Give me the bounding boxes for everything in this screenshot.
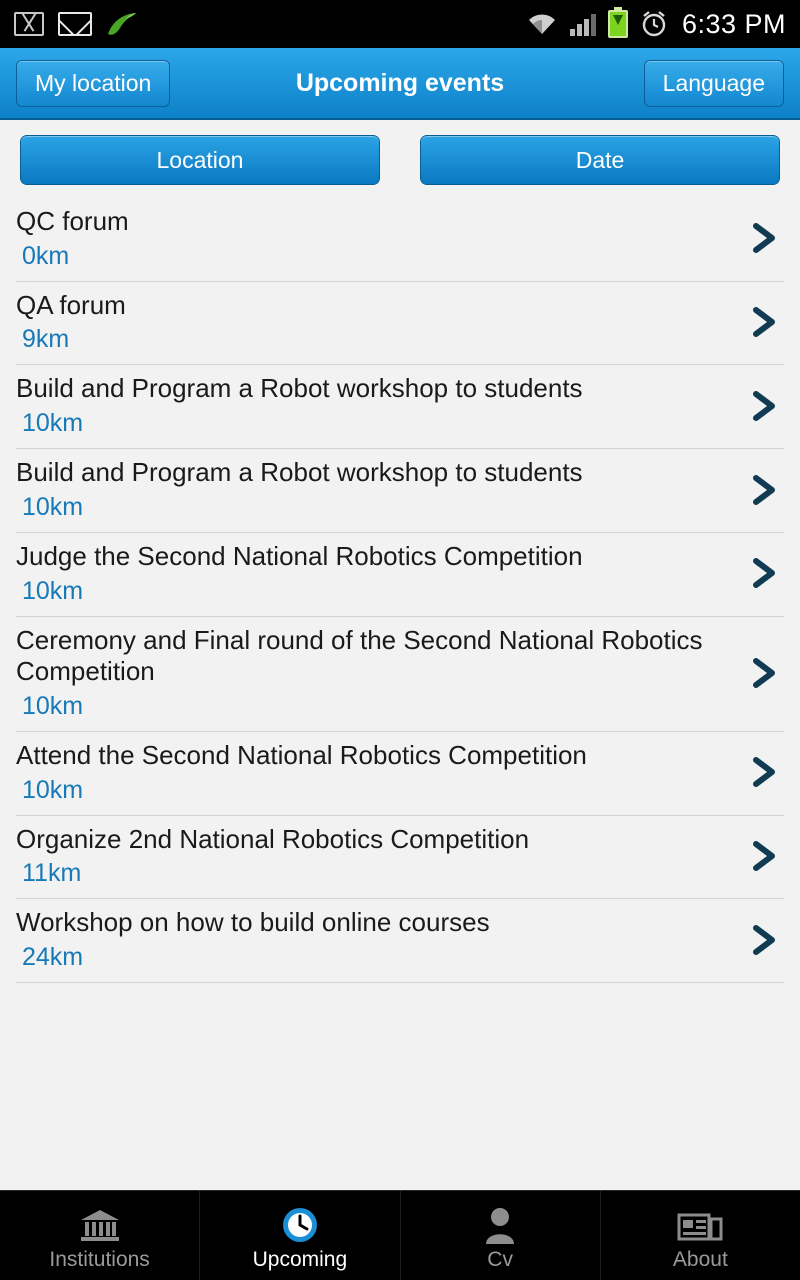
chevron-right-icon[interactable] [744, 553, 784, 593]
wifi-icon [526, 12, 558, 36]
my-location-button[interactable]: My location [16, 60, 170, 107]
event-distance: 10km [22, 692, 84, 721]
list-item-text [16, 907, 744, 972]
chevron-right-icon[interactable] [744, 470, 784, 510]
list-item-text [16, 740, 744, 805]
title-bar [0, 48, 800, 120]
event-title: Ceremony and Final round of the Second National Robotics Competition [16, 624, 703, 687]
battery-charging-icon [608, 10, 628, 38]
status-bar [0, 0, 800, 48]
event-title: Judge the Second National Robotics Competition [16, 540, 583, 571]
event-title: Build and Program a Robot workshop to students [16, 457, 583, 488]
event-distance: 24km [22, 943, 84, 972]
event-title: Organize 2nd National Robotics Competition [16, 823, 530, 854]
signal-icon [570, 12, 596, 36]
person-icon [483, 1205, 517, 1245]
event-title: QC forum [16, 206, 129, 236]
tab-cv[interactable] [401, 1191, 601, 1280]
filter-bar [0, 120, 800, 198]
list-item-text [16, 625, 744, 721]
list-item[interactable] [16, 533, 784, 617]
event-distance: 0km [22, 241, 70, 270]
event-distance: 9km [22, 325, 70, 354]
event-title: Attend the Second National Robotics Competition [16, 740, 587, 771]
status-clock: 6:33 PM [681, 8, 786, 39]
chevron-right-icon[interactable] [744, 653, 784, 693]
event-distance: 10km [22, 409, 84, 438]
list-item-text [16, 824, 744, 889]
news-icon [677, 1205, 723, 1245]
list-item[interactable] [16, 282, 784, 366]
bank-icon [78, 1205, 122, 1245]
list-item-text [16, 457, 744, 522]
chevron-right-icon[interactable] [744, 920, 784, 960]
chevron-right-icon[interactable] [744, 752, 784, 792]
list-item[interactable] [16, 816, 784, 900]
list-item-text [16, 373, 744, 438]
event-distance: 11km [22, 859, 82, 888]
list-item[interactable] [16, 365, 784, 449]
event-title: Build and Program a Robot workshop to students [16, 373, 583, 404]
tab-upcoming[interactable] [200, 1191, 400, 1280]
events-list[interactable] [0, 198, 800, 1190]
list-item[interactable] [16, 899, 784, 983]
list-item-text [16, 541, 744, 606]
status-bar-left-icons [14, 10, 140, 38]
tab-label: Cv [487, 1248, 513, 1271]
event-title: QA forum [16, 289, 126, 320]
tab-label: Institutions [49, 1248, 150, 1271]
list-item[interactable] [16, 732, 784, 816]
chevron-right-icon[interactable] [744, 302, 784, 342]
sort-by-date-button[interactable]: Date [420, 135, 780, 185]
tab-about[interactable] [601, 1191, 800, 1280]
alarm-icon [640, 10, 668, 38]
gmail-icon [14, 12, 44, 36]
envelope-icon [58, 12, 92, 36]
list-item-text [16, 290, 744, 355]
sort-by-location-button[interactable]: Location [20, 135, 380, 185]
list-item[interactable] [16, 198, 784, 282]
tab-institutions[interactable] [0, 1191, 200, 1280]
event-distance: 10km [22, 492, 84, 521]
event-title: Workshop on how to build online courses [16, 907, 490, 938]
language-button[interactable]: Language [644, 60, 784, 107]
list-item-text [16, 206, 744, 271]
dolphin-browser-icon [106, 10, 140, 38]
tab-label: Upcoming [252, 1248, 348, 1271]
bottom-tab-bar [0, 1190, 800, 1280]
event-distance: 10km [22, 576, 84, 605]
clock-icon [278, 1205, 322, 1245]
chevron-right-icon[interactable] [744, 386, 784, 426]
page-title: Upcoming events [295, 68, 505, 97]
chevron-right-icon[interactable] [744, 836, 784, 876]
tab-label: About [672, 1248, 728, 1271]
list-item[interactable] [16, 449, 784, 533]
chevron-right-icon[interactable] [744, 218, 784, 258]
list-item[interactable] [16, 617, 784, 732]
event-distance: 10km [22, 775, 84, 804]
status-bar-right-icons [526, 9, 786, 40]
